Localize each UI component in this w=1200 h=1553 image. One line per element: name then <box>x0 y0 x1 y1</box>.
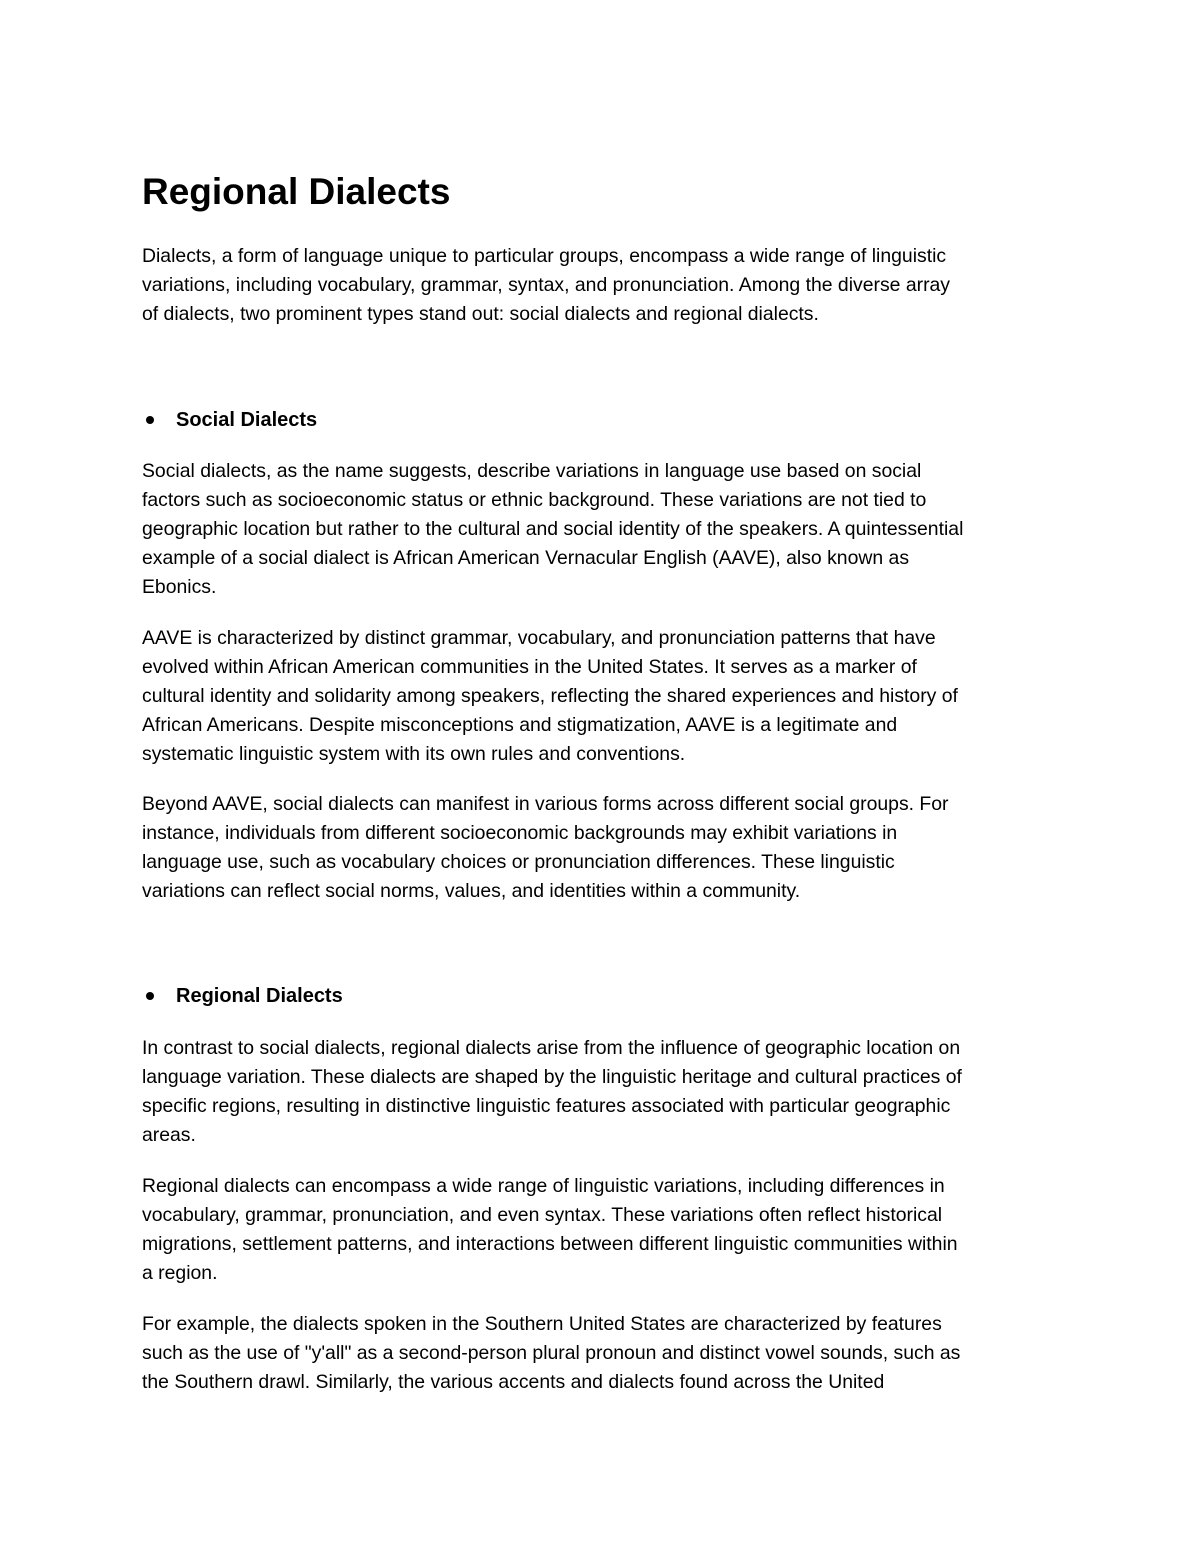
paragraph-line: variations can reflect social norms, values, and identities within a community. <box>142 880 801 902</box>
paragraph-line: cultural identity and solidarity among speakers, reflecting the shared experiences and history of <box>142 685 958 707</box>
paragraph-line: geographic location but rather to the cultural and social identity of the speakers. A quintessential <box>142 518 964 540</box>
paragraph-line: African Americans. Despite misconceptions and stigmatization, AAVE is a legitimate and <box>142 714 898 736</box>
section-heading-social-dialects <box>176 405 317 435</box>
paragraph-line: specific regions, resulting in distinctive linguistic features associated with particular geographic <box>142 1095 951 1117</box>
regional-paragraph-3 <box>142 1310 1072 1397</box>
paragraph-line: For example, the dialects spoken in the Southern United States are characterized by features <box>142 1313 942 1335</box>
paragraph-line: factors such as socioeconomic status or ethnic background. These variations are not tied to <box>142 489 927 511</box>
social-paragraph-1 <box>142 457 1072 602</box>
paragraph-line: evolved within African American communities in the United States. It serves as a marker of <box>142 656 917 678</box>
paragraph-line: Regional dialects can encompass a wide range of linguistic variations, including differences in <box>142 1175 945 1197</box>
regional-paragraph-1 <box>142 1034 1072 1150</box>
section-heading-regional-dialects <box>176 981 343 1011</box>
paragraph-line: systematic linguistic system with its own rules and conventions. <box>142 743 686 765</box>
paragraph-line: a region. <box>142 1262 218 1284</box>
paragraph-line: areas. <box>142 1124 196 1146</box>
paragraph-line: such as the use of "y'all" as a second-person plural pronoun and distinct vowel sounds, such as <box>142 1342 961 1364</box>
social-paragraph-2 <box>142 624 1072 769</box>
paragraph-line: AAVE is characterized by distinct grammar, vocabulary, and pronunciation patterns that have <box>142 627 936 649</box>
paragraph-line: language variation. These dialects are shaped by the linguistic heritage and cultural practices of <box>142 1066 962 1088</box>
paragraph-line: of dialects, two prominent types stand out: social dialects and regional dialects. <box>142 303 819 325</box>
paragraph-line: vocabulary, grammar, pronunciation, and even syntax. These variations often reflect historical <box>142 1204 943 1226</box>
intro-paragraph <box>142 242 1072 329</box>
paragraph-line: instance, individuals from different socioeconomic backgrounds may exhibit variations in <box>142 822 898 844</box>
bullet-icon <box>146 416 154 424</box>
page-title: Regional Dialects <box>142 171 451 212</box>
social-paragraph-3 <box>142 790 1072 906</box>
paragraph-line: In contrast to social dialects, regional dialects arise from the influence of geographic location on <box>142 1037 961 1059</box>
bullet-icon <box>146 992 154 1000</box>
paragraph-line: Dialects, a form of language unique to particular groups, encompass a wide range of linguistic <box>142 245 947 267</box>
paragraph-line: example of a social dialect is African American Vernacular English (AAVE), also known as <box>142 547 910 569</box>
paragraph-line: Ebonics. <box>142 576 217 598</box>
section-heading-label: Regional Dialects <box>176 985 343 1007</box>
regional-paragraph-2 <box>142 1172 1072 1288</box>
paragraph-line: the Southern drawl. Similarly, the various accents and dialects found across the United <box>142 1371 885 1393</box>
section-heading-label: Social Dialects <box>176 409 318 431</box>
paragraph-line: Social dialects, as the name suggests, describe variations in language use based on social <box>142 460 922 482</box>
paragraph-line: variations, including vocabulary, grammar, syntax, and pronunciation. Among the diverse array <box>142 274 951 296</box>
paragraph-line: Beyond AAVE, social dialects can manifest in various forms across different social groups. For <box>142 793 949 815</box>
paragraph-line: language use, such as vocabulary choices or pronunciation differences. These linguistic <box>142 851 895 873</box>
paragraph-line: migrations, settlement patterns, and interactions between different linguistic communities within <box>142 1233 958 1255</box>
